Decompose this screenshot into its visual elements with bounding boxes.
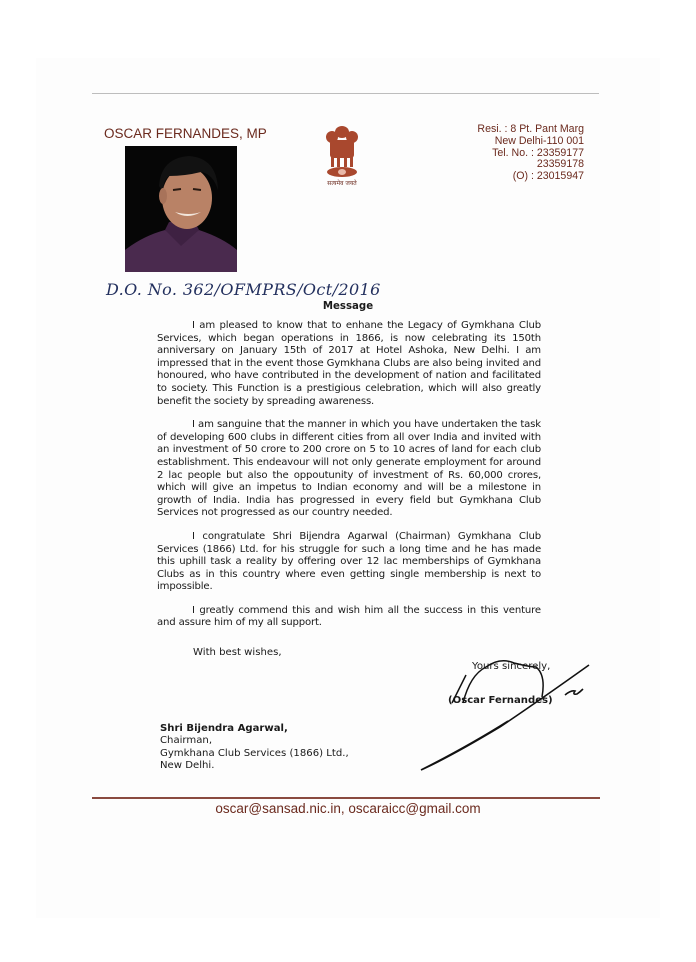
bottom-rule [92, 797, 600, 799]
recipient-block [160, 723, 349, 772]
address-line: 23359178 [536, 158, 584, 171]
paragraph: I congratulate Shri Bijendra Agarwal (Chairman) Gymkhana Club Services (1866) Ltd. for his struggle for such a long time and he has made this uphill task a reality by offering over 12 lac memberships of Gymkhana Clubs as in this country where even getting single membership is next to impossible. [157, 530, 541, 593]
paragraph: I greatly commend this and wish him all the success in this venture and assure him of my all support. [157, 604, 541, 629]
paragraph: I am pleased to know that to enhane the Legacy of Gymkhana Club Services, which began operations in 1866, is now celebrating its 150th anniversary on January 15th of 2017 at Hotel Ashoka, New Delhi. I am impressed that in the event those Gymkhana Clubs are also being invited and honoured, who have contributed in the development of nation and facilitated to society. This Function is a prestigious celebration, which will also greatly benefit the society by spreading awareness. [157, 320, 541, 407]
recipient-line: Chairman, [160, 735, 213, 747]
national-emblem [320, 124, 364, 188]
letterhead-name: OSCAR FERNANDES, MP [104, 126, 267, 141]
recipient-name: Shri Bijendra Agarwal, [160, 723, 288, 734]
footer-emails: oscar@sansad.nic.in, oscaraicc@gmail.com [215, 801, 481, 816]
recipient-line: Gymkhana Club Services (1866) Ltd., [160, 747, 349, 759]
message-body [157, 320, 541, 641]
recipient-line: New Delhi. [160, 759, 215, 771]
message-title: Message [322, 301, 374, 312]
address-line: Tel. No. : 23359177 [492, 146, 584, 159]
best-wishes: With best wishes, [193, 647, 282, 658]
top-rule [92, 93, 599, 94]
emblem-motto: सत्यमेव जयते [327, 180, 357, 187]
address-block [477, 124, 584, 183]
yours-sincerely: Yours sincerely, [472, 661, 551, 672]
reference-number: D.O. No. 362/OFMPRS/Oct/2016 [106, 280, 381, 299]
address-line: Resi. : 8 Pt. Pant Marg [477, 123, 584, 135]
signatory-name: (Oscar Fernandes) [448, 695, 553, 706]
address-line: (O) : 23015947 [512, 170, 584, 183]
paragraph: I am sanguine that the manner in which you have undertaken the task of developing 600 clubs in different cities from all over India and invited with an investment of 50 crore to 200 crore on 5 to 10 acres of land for each club establishment. This endeavour will not only generate employment for around 2 lac people but also the oppoutunity of investment of Rs. 60,000 crores, which will give an impetus to Indian economy and will be a milestone in growth of India. India has progressed in every field but Gymkhana Club Services not progressed as our country needed. [157, 419, 541, 519]
portrait-photo [125, 146, 237, 272]
address-line: New Delhi-110 001 [494, 134, 584, 147]
